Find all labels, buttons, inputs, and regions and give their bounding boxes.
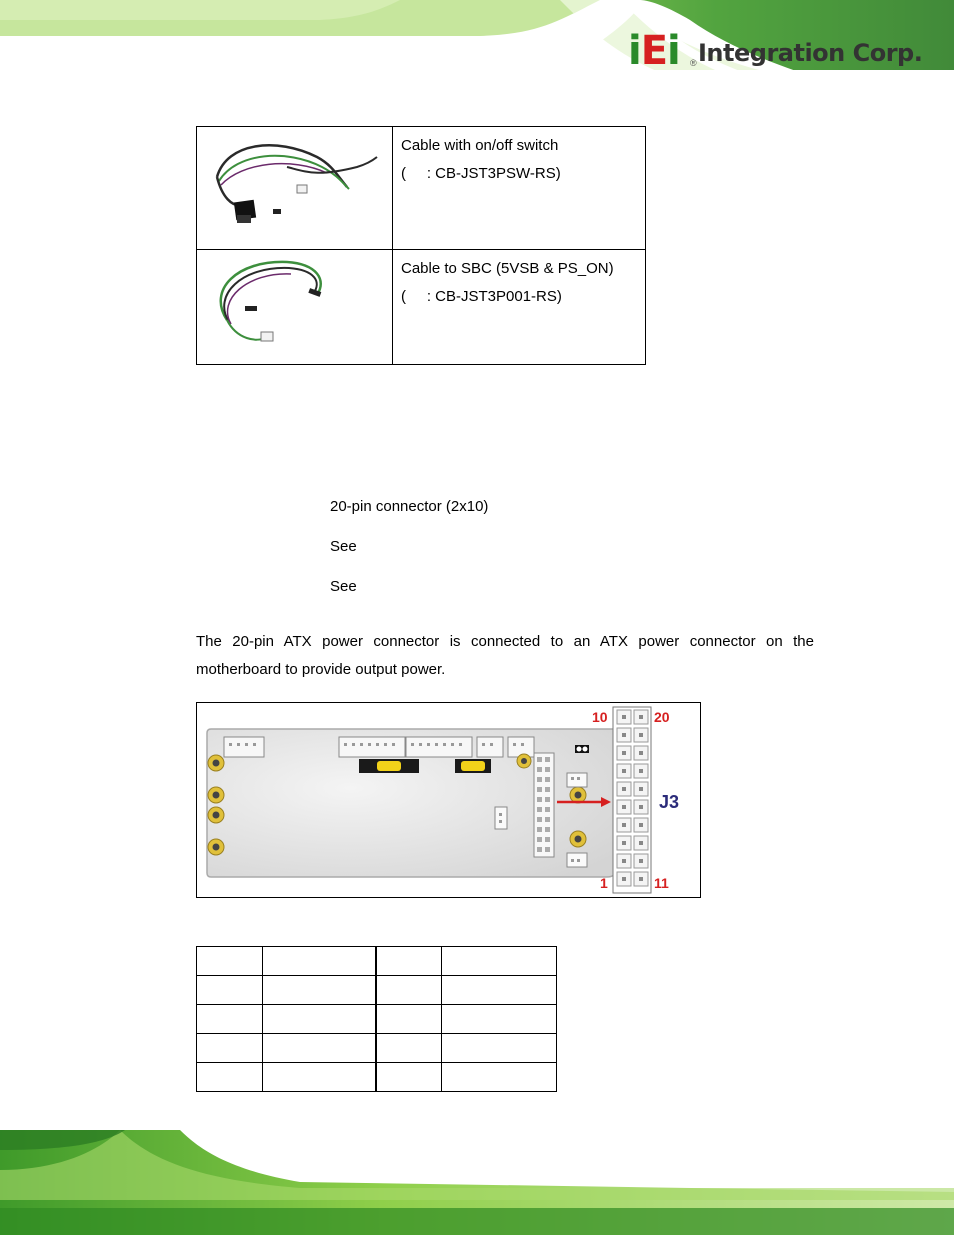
board-diagram: [197, 703, 700, 897]
iei-logo-mark: iEi: [628, 28, 680, 74]
table-row: [197, 1034, 557, 1063]
pinout-table: [196, 946, 557, 1092]
table-row: [197, 1005, 557, 1034]
connector-label-j3: J3: [659, 792, 680, 812]
cable-description-cell: [393, 127, 646, 250]
cable-table: [196, 126, 646, 365]
table-row: [197, 947, 557, 976]
pin-label-20: 20: [654, 709, 670, 725]
cable-name: Cable to SBC (5VSB & PS_ON): [401, 260, 614, 277]
pin-label-11: 11: [654, 875, 669, 891]
registered-mark: ®: [690, 58, 697, 68]
logo-company-name: Integration Corp.: [698, 39, 923, 67]
cable-image-cell: [197, 127, 393, 250]
company-logo: [628, 28, 924, 76]
pin-label-1: 1: [600, 875, 608, 891]
connector-location-figure: [196, 702, 701, 898]
cable-name: Cable with on/off switch: [401, 137, 559, 154]
pin-label-10: 10: [592, 709, 608, 725]
cable-to-sbc-image: [197, 250, 392, 354]
table-row: [197, 250, 646, 365]
footer-banner: [0, 1130, 954, 1235]
table-row: [197, 127, 646, 250]
connector-location-reference: See: [330, 538, 357, 555]
table-row: [197, 1063, 557, 1092]
cable-part-number: ( : CB-JST3P001-RS): [401, 288, 562, 305]
j3-connector-detail: [613, 707, 651, 893]
cable-with-switch-image: [197, 127, 392, 239]
cable-description-cell: [393, 250, 646, 365]
table-row: [197, 976, 557, 1005]
cable-part-number: ( : CB-JST3PSW-RS): [401, 165, 561, 182]
cable-image-cell: [197, 250, 393, 365]
connector-pinout-reference: See: [330, 578, 357, 595]
connector-type: 20-pin connector (2x10): [330, 498, 489, 515]
header-banner: [0, 0, 954, 110]
footer-background-graphic: [0, 1130, 954, 1235]
connector-description: The 20-pin ATX power connector is connected to an ATX power connector on the motherboard to provide output power.: [196, 633, 814, 678]
